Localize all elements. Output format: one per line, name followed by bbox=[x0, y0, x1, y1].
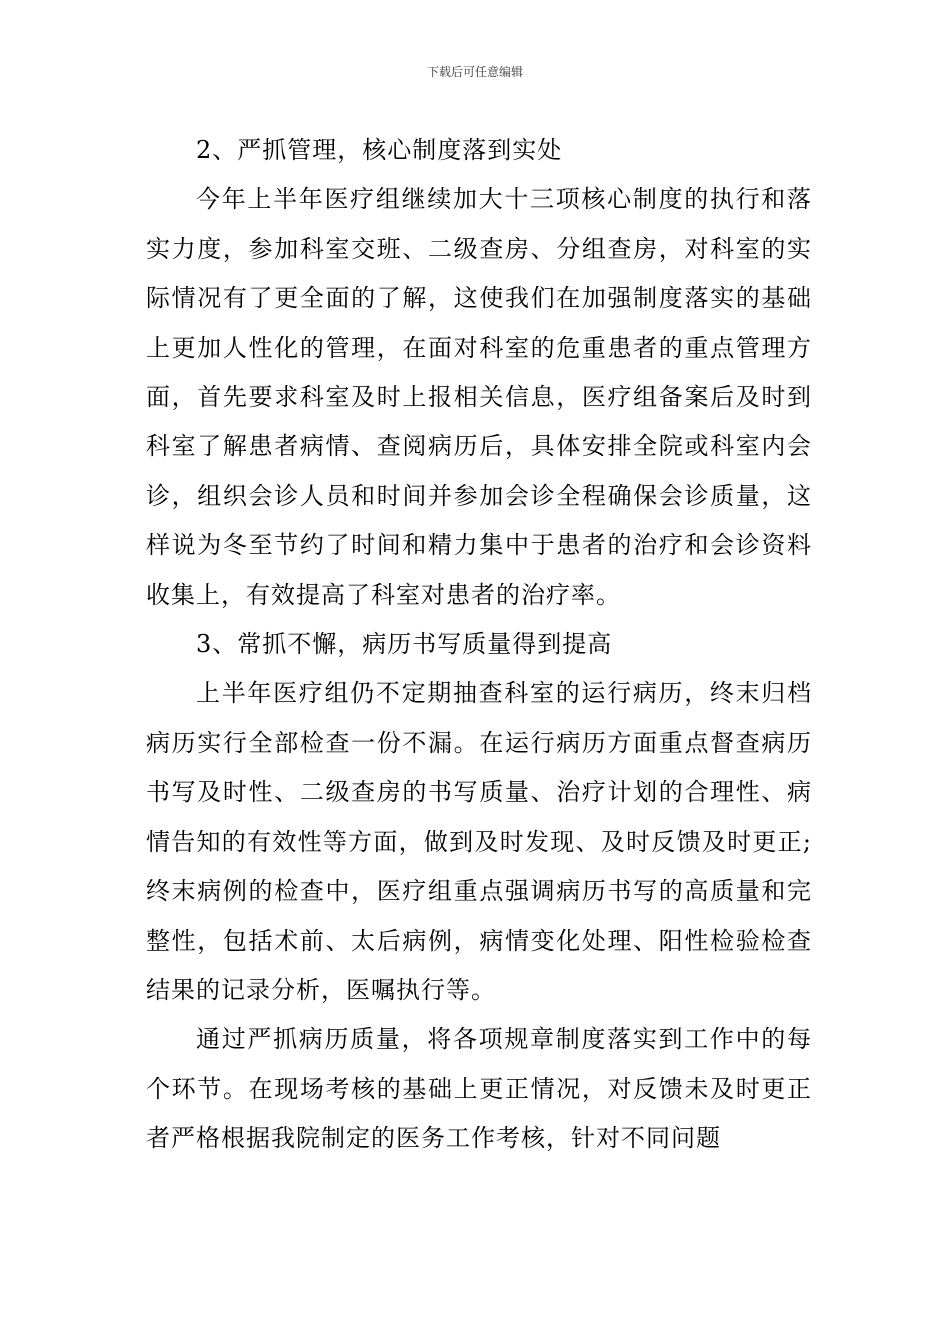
page-header: 下载后可任意编辑 bbox=[426, 65, 523, 79]
paragraph-quality-control: 通过严抓病历质量，将各项规章制度落实到工作中的每个环节。在现场考核的基础上更正情况，对反馈未及时更正者严格根据我院制定的医务工作考核，针对不同问题 bbox=[146, 1025, 812, 1153]
document-body bbox=[146, 126, 812, 1164]
paragraph-medical-records: 上半年医疗组仍不定期抽查科室的运行病历，终末归档病历实行全部检查一份不漏。在运行病历方面重点督查病历书写及时性、二级查房的书写质量、治疗计划的合理性、病情告知的有效性等方面，做到及时发现、及时反馈及时更正;终末病例的检查中，医疗组重点强调病历书写的高质量和完整性，包括术前、太后病例，病情变化处理、阳性检验检查结果的记录分析，医嘱执行等。 bbox=[146, 679, 812, 1004]
paragraph-core-systems: 今年上半年医疗组继续加大十三项核心制度的执行和落实力度，参加科室交班、二级查房、分组查房，对科室的实际情况有了更全面的了解，这使我们在加强制度落实的基础上更加人性化的管理，在面对科室的危重患者的重点管理方面，首先要求科室及时上报相关信息，医疗组备案后及时到科室了解患者病情、查阅病历后，具体安排全院或科室内会诊，组织会诊人员和时间并参加会诊全程确保会诊质量，这样说为冬至节约了时间和精力集中于患者的治疗和会诊资料收集上，有效提高了科室对患者的治疗率。 bbox=[146, 185, 812, 609]
section-heading-3: 3、常抓不懈，病历书写质量得到提高 bbox=[196, 630, 613, 659]
section-heading-2: 2、严抓管理，核心制度落到实处 bbox=[196, 136, 563, 164]
